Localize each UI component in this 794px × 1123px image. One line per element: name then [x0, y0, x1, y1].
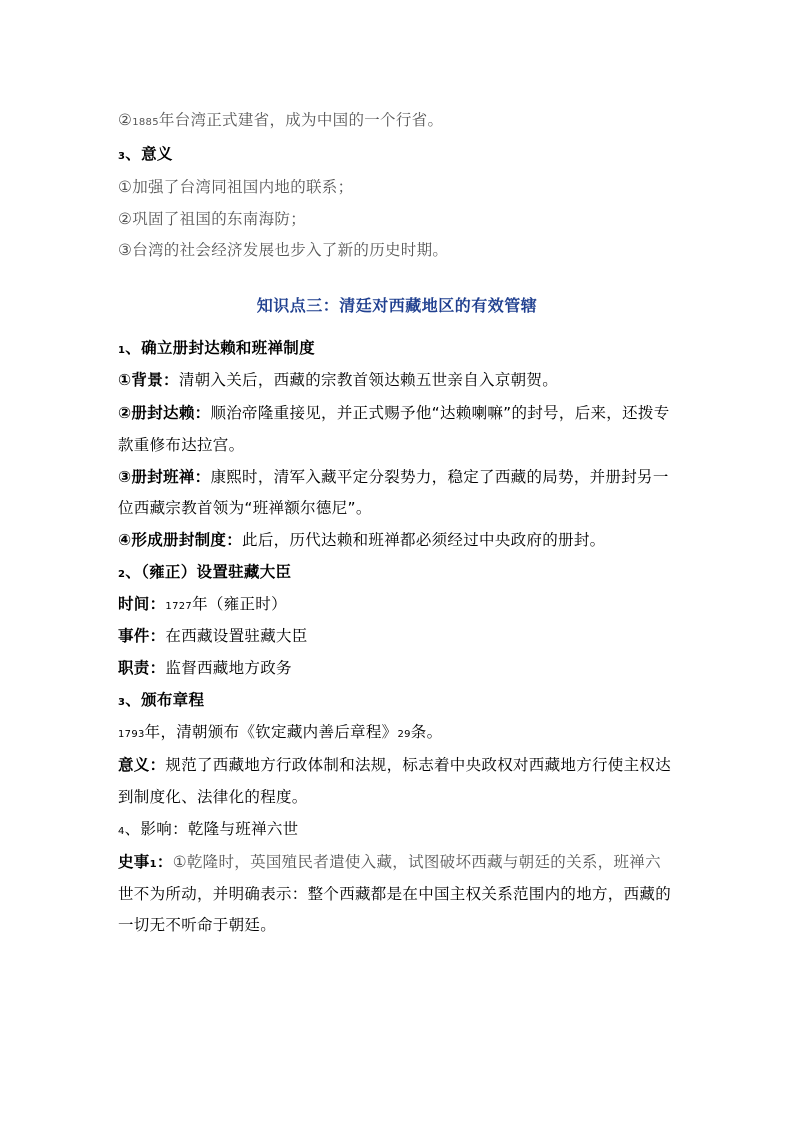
taiwan-province-item [118, 108, 676, 130]
item-text: 年台湾正式建省，成为中国的一个行省。 [158, 111, 444, 129]
subheading-2 [118, 560, 676, 582]
section-title: 知识点三：清廷对西藏地区的有效管辖 [256, 296, 538, 315]
history-number: 1 [149, 859, 157, 870]
regulation-text: 年，清朝颁布《钦定藏内善后章程》 [144, 723, 398, 741]
significance-heading [118, 142, 676, 164]
history-text: ①乾隆时，英国殖民者遣使入藏，试图破坏西藏与朝廷的关系，班禅六 [172, 853, 661, 871]
significance-text: 规范了西藏地方行政体制和法规，标志着中央政权对西藏地方行使主权达 [165, 756, 672, 774]
subheading-3 [118, 688, 676, 710]
history-paragraph-line-1 [118, 850, 676, 872]
time-row [118, 592, 676, 614]
heading-number: 2 [118, 569, 126, 580]
significance-item-2: ②巩固了祖国的东南海防； [118, 210, 306, 228]
heading-number: 1 [118, 345, 126, 356]
heading-label: 、确立册封达赖和班禅制度 [125, 339, 315, 357]
panchen-paragraph-line-2: 位西藏宗教首领为“班禅额尔德尼”。 [118, 499, 372, 517]
regulation-year: 1793 [118, 729, 145, 740]
dalai-paragraph-line-2: 款重修布达拉宫。 [118, 436, 245, 454]
significance-item-3: ③台湾的社会经济发展也步入了新的历史时期。 [118, 241, 449, 259]
regulation-count: 29 [397, 729, 411, 740]
subheading-4 [118, 817, 676, 839]
duty-row [118, 656, 676, 678]
panchen-text: 康熙时，清军入藏平定分裂势力，稳定了西藏的局势，并册封另一 [210, 468, 669, 486]
heading-label: 、影响：乾隆与班禅六世 [124, 820, 299, 838]
event-row [118, 624, 676, 646]
duty-label: 职责： [118, 659, 166, 677]
time-label: 时间： [118, 595, 166, 613]
heading-label: 、意义 [125, 145, 173, 163]
panchen-label: ③册封班禅： [118, 468, 211, 486]
event-label: 事件： [118, 627, 166, 645]
item-number: ② [118, 111, 133, 129]
system-label: ④形成册封制度： [118, 531, 243, 549]
heading-label: 、（雍正）设置驻藏大臣 [125, 563, 292, 581]
history-label: 史事 [118, 853, 150, 871]
heading-number: 4 [118, 826, 125, 837]
significance-paragraph-line-2: 到制度化、法律化的程度。 [118, 788, 308, 806]
heading-number: 3 [118, 697, 126, 708]
system-paragraph [118, 528, 676, 550]
time-year: 1727 [165, 601, 193, 612]
significance-item-1: ①加强了台湾同祖国内地的联系； [118, 178, 354, 196]
regulation-text-end: 条。 [410, 723, 443, 741]
history-paragraph-line-2: 世不为所动，并明确表示：整个西藏都是在中国主权关系范围内的地方，西藏的 [118, 885, 672, 903]
significance-paragraph-line-1 [118, 753, 676, 775]
regulation-row [118, 720, 676, 742]
duty-text: 监督西藏地方政务 [165, 659, 292, 677]
dalai-text: 顺治帝隆重接见，并正式赐予他“达赖喇嘛”的封号，后来，还拨专 [210, 404, 670, 422]
history-paragraph-line-3: 一切无不听命于朝廷。 [118, 916, 277, 934]
significance-label: 意义： [118, 756, 166, 774]
system-text: 此后，历代达赖和班禅都必须经过中央政府的册封。 [242, 531, 606, 549]
year-1885: 1885 [132, 117, 159, 128]
time-text: 年（雍正时） [192, 595, 287, 613]
heading-label: 、颁布章程 [125, 691, 205, 709]
history-colon: ： [156, 853, 173, 871]
dalai-paragraph-line-1 [118, 401, 676, 423]
subheading-1 [118, 336, 676, 358]
heading-number: 3 [118, 151, 126, 162]
background-paragraph [118, 368, 676, 390]
background-text: 清朝入关后，西藏的宗教首领达赖五世亲自入京朝贺。 [178, 371, 559, 389]
dalai-label: ②册封达赖： [118, 404, 211, 422]
event-text: 在西藏设置驻藏大臣 [165, 627, 308, 645]
panchen-paragraph-line-1 [118, 465, 676, 487]
background-label: ①背景： [118, 371, 179, 389]
